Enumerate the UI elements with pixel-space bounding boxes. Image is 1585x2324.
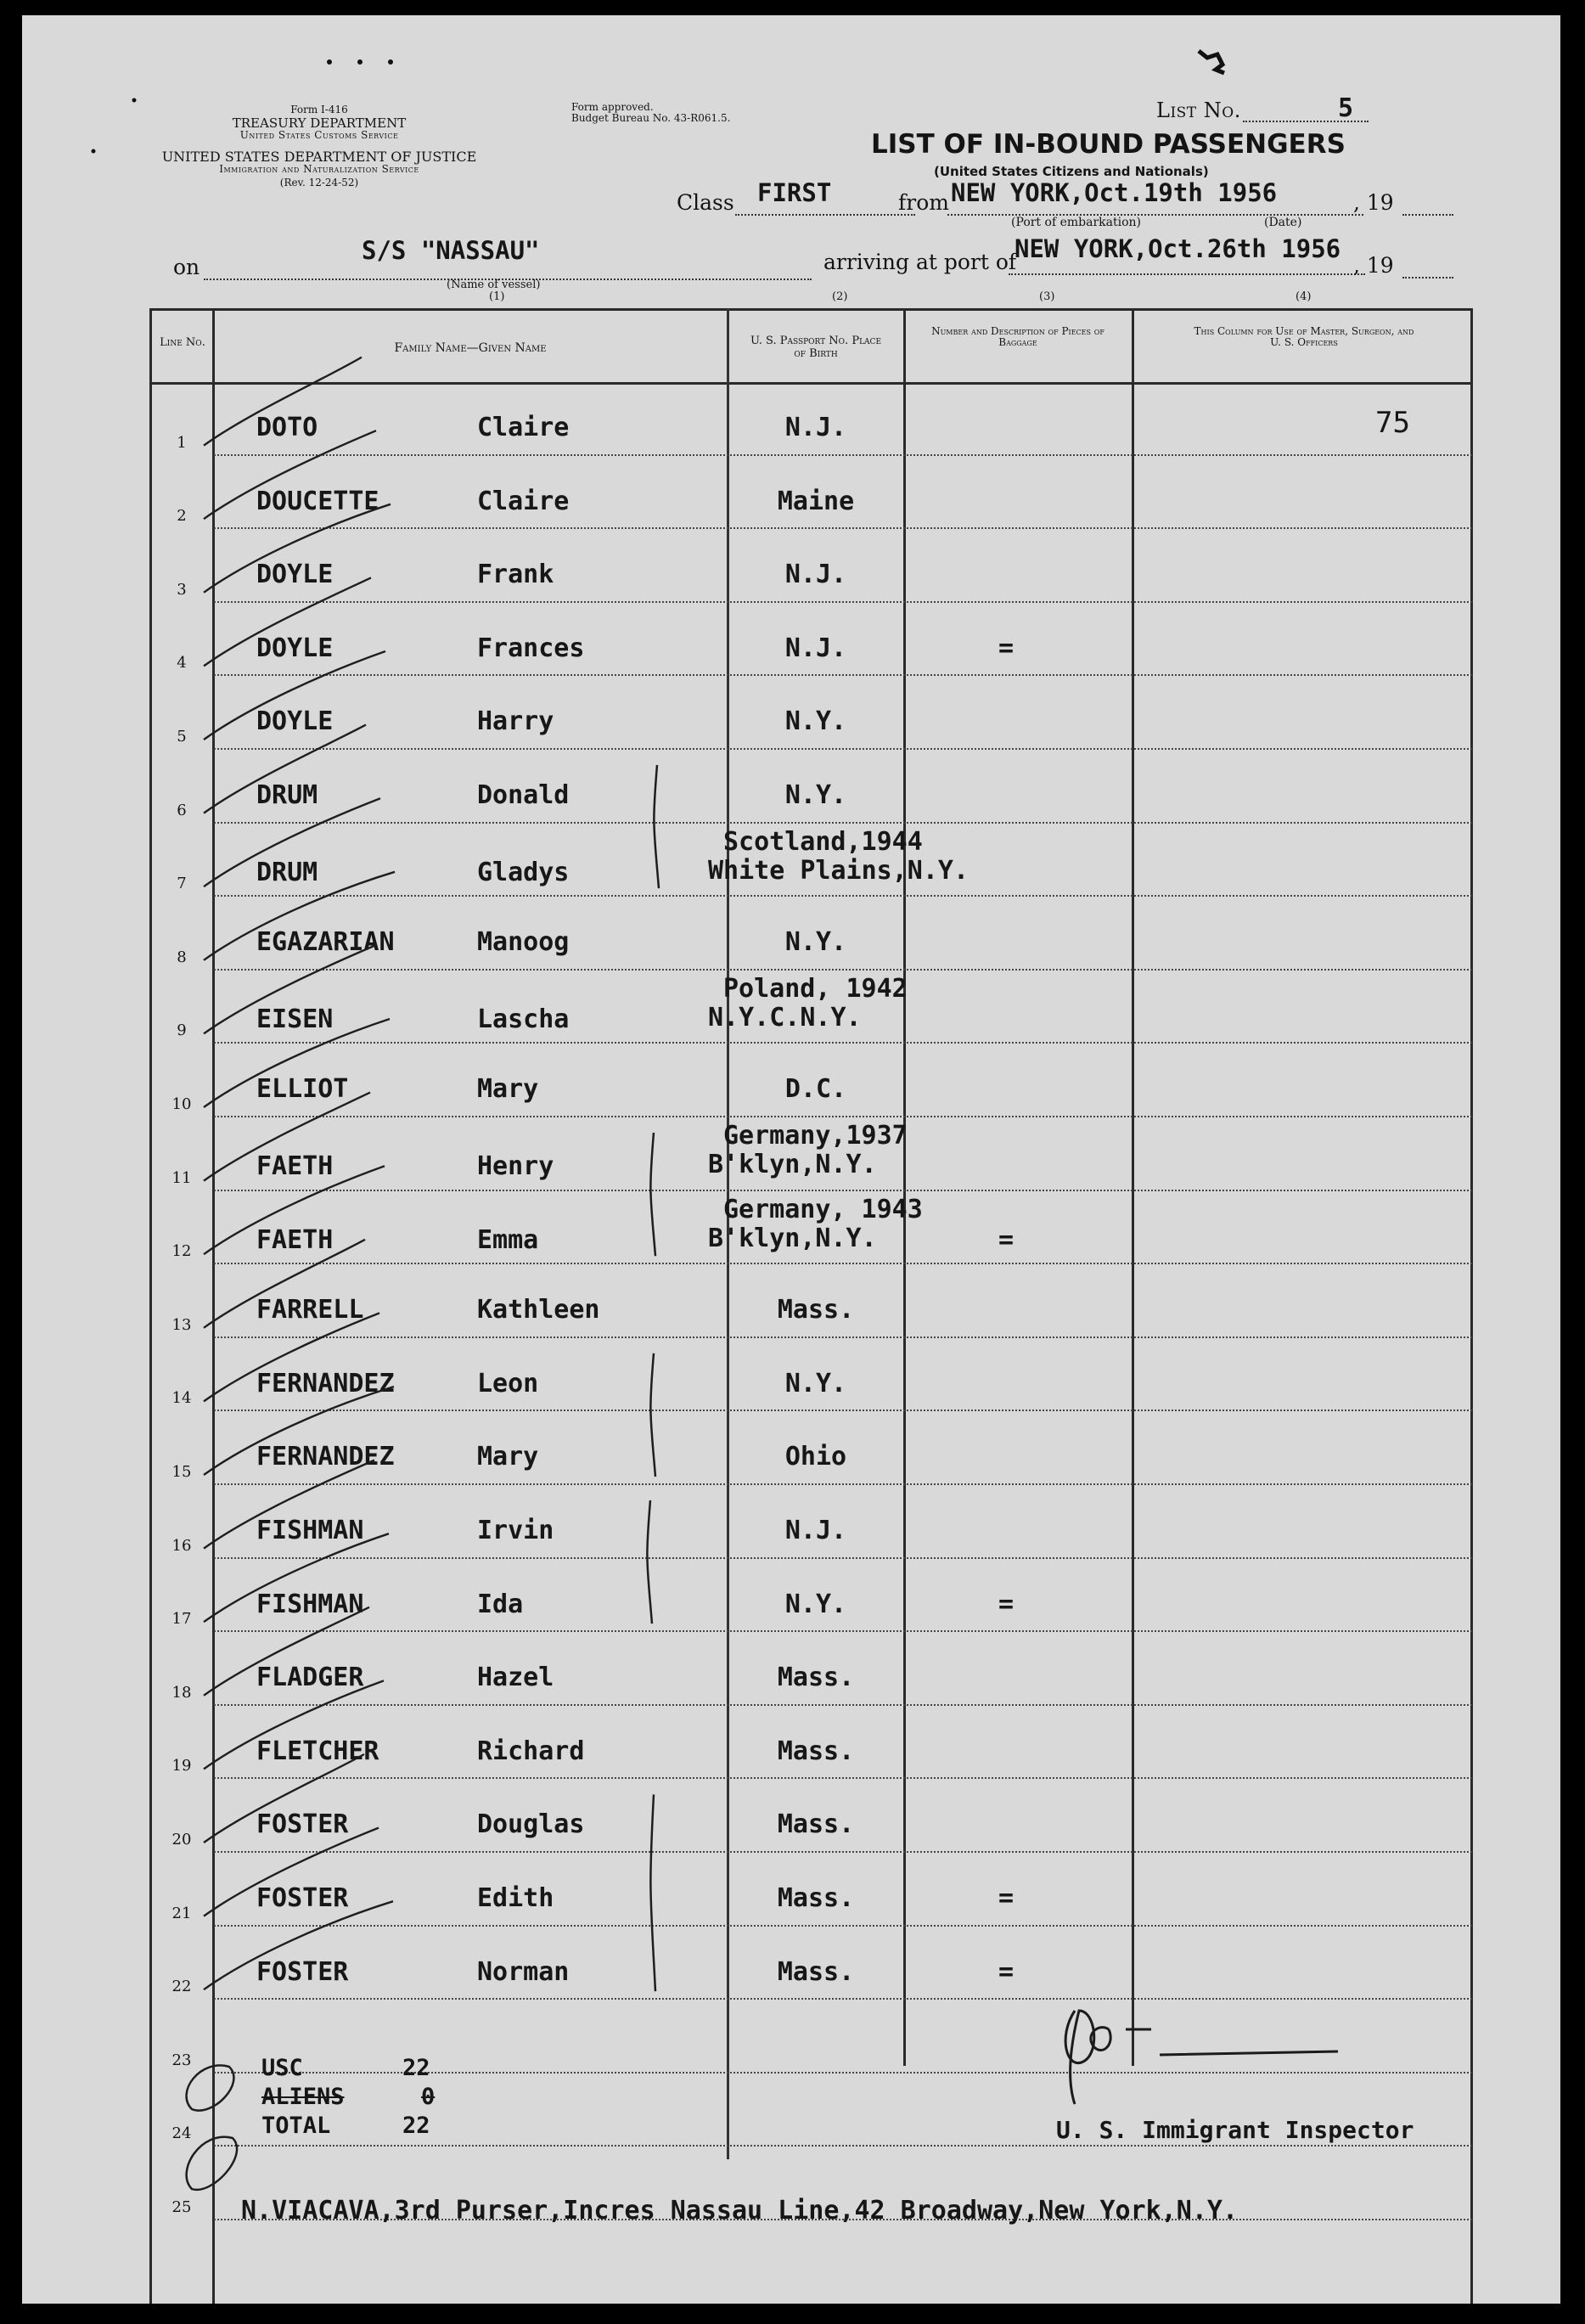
baggage-ditto: = — [998, 1224, 1015, 1255]
baggage-ditto: = — [998, 1883, 1015, 1913]
list-no-value: 5 — [1338, 93, 1354, 123]
list-no-label: List No. — [1156, 98, 1241, 122]
manifest-page — [22, 15, 1560, 2304]
place-of-birth: Maine — [777, 486, 855, 516]
header-officers: This Column for Use of Master, Surgeon, and U. S. Officers — [1194, 325, 1414, 348]
place-of-birth: D.C. — [784, 1074, 847, 1105]
family-name: FLADGER — [256, 1663, 364, 1693]
place-of-birth: N.J. — [784, 413, 847, 442]
inspector-title: U. S. Immigrant Inspector — [1056, 2116, 1414, 2144]
family-name: FOSTER — [256, 1883, 349, 1913]
place-of-birth: Mass. — [777, 1883, 855, 1913]
document-subtitle: (United States Citizens and Nationals) — [934, 164, 1209, 179]
line-number: 22 — [171, 1978, 192, 1996]
given-name: Donald — [477, 780, 570, 810]
vessel-col-number: (1) — [489, 290, 505, 303]
place-of-birth: Mass. — [777, 1663, 855, 1693]
baggage-ditto: = — [998, 1589, 1015, 1619]
vessel-name: S/S "NASSAU" — [362, 236, 540, 265]
customs-service: United States Customs Service — [239, 129, 399, 141]
line-number: 14 — [171, 1389, 192, 1408]
header-line-no: Line No. — [160, 336, 205, 349]
place-of-birth: N.Y. — [784, 780, 847, 810]
place-of-birth: N.Y. — [784, 1368, 847, 1398]
place-of-birth-detail: White Plains,N.Y. — [708, 855, 970, 886]
line-number: 11 — [171, 1168, 192, 1187]
year-suffix-2: , 19 — [1353, 253, 1394, 278]
line-number: 8 — [177, 948, 187, 966]
place-of-birth: Mass. — [777, 1295, 855, 1325]
place-of-birth-detail: N.Y.C.N.Y. — [708, 1002, 862, 1033]
baggage-ditto: = — [998, 633, 1015, 663]
place-of-birth: N.Y. — [784, 706, 847, 737]
place-of-birth: Mass. — [777, 1809, 855, 1840]
purser-line: N.VIACAVA,3rd Purser,Incres Nassau Line,42 Broadway,New York,N.Y. — [241, 2196, 1238, 2226]
place-of-birth: N.Y. — [784, 927, 847, 958]
line-number: 9 — [177, 1021, 187, 1040]
total-label: TOTAL — [261, 2113, 331, 2139]
officer-note: 75 — [1375, 406, 1410, 440]
given-name: Mary — [477, 1442, 539, 1472]
family-name: DOYLE — [256, 706, 334, 737]
col-number-4: (4) — [1296, 290, 1312, 303]
family-name: DOUCETTE — [256, 486, 379, 516]
port-caption: (Port of embarkation) — [1011, 216, 1141, 229]
given-name: Irvin — [477, 1516, 554, 1545]
place-of-birth: N.J. — [784, 1516, 847, 1545]
line-number: 16 — [171, 1536, 192, 1555]
given-name: Henry — [477, 1151, 554, 1181]
class-label: Class — [677, 190, 734, 215]
given-name: Claire — [477, 413, 570, 442]
arrival-value: NEW YORK,Oct.26th 1956 — [1015, 234, 1341, 263]
family-name: DRUM — [256, 857, 318, 887]
family-name: ELLIOT — [256, 1074, 349, 1105]
header-name: Family Name—Given Name — [394, 341, 547, 355]
line-number: 20 — [171, 1831, 192, 1849]
given-name: Mary — [477, 1074, 539, 1105]
given-name: Emma — [477, 1224, 539, 1255]
place-of-birth: Ohio — [784, 1442, 847, 1472]
inspector-signature-mark — [22, 15, 1560, 2304]
family-name: DOTO — [256, 413, 318, 442]
family-name: FLETCHER — [256, 1736, 379, 1766]
form-approved: Form approved. — [571, 101, 654, 113]
col-number-3: (3) — [1039, 290, 1055, 303]
given-name: Harry — [477, 706, 554, 737]
family-name: FERNANDEZ — [256, 1368, 395, 1398]
treasury-dept: TREASURY DEPARTMENT — [232, 115, 407, 131]
form-number: Form I-416 — [290, 104, 348, 115]
given-name: Frank — [477, 560, 554, 590]
document-title: LIST OF IN-BOUND PASSENGERS — [871, 129, 1346, 160]
given-name: Douglas — [477, 1809, 585, 1840]
given-name: Kathleen — [477, 1295, 600, 1325]
family-name: FISHMAN — [256, 1516, 364, 1545]
line-number: 1 — [177, 433, 187, 452]
aliens-value: 0 — [421, 2084, 436, 2110]
embarkation-value: NEW YORK,Oct.19th 1956 — [951, 178, 1278, 207]
given-name: Claire — [477, 486, 570, 516]
given-name: Frances — [477, 633, 585, 663]
line-number: 2 — [177, 507, 187, 526]
line-number: 3 — [177, 580, 187, 599]
line-number: 13 — [171, 1315, 192, 1334]
header-baggage: Number and Description of Pieces of Baggage — [931, 325, 1104, 348]
aliens-label: ALIENS — [261, 2084, 345, 2110]
header-passport: U. S. Passport No. Place of Birth — [750, 335, 882, 360]
given-name: Edith — [477, 1883, 554, 1913]
line-number: 17 — [171, 1610, 192, 1629]
given-name: Norman — [477, 1956, 570, 1987]
place-of-birth-detail: B'klyn,N.Y. — [708, 1223, 877, 1253]
baggage-ditto: = — [998, 1956, 1015, 1987]
date-caption: (Date) — [1264, 216, 1302, 229]
given-name: Manoog — [477, 927, 570, 958]
year-suffix-1: , 19 — [1353, 190, 1394, 215]
line-number: 18 — [171, 1683, 192, 1702]
line-number: 4 — [177, 654, 187, 672]
family-name: FERNANDEZ — [256, 1442, 395, 1472]
family-name: FARRELL — [256, 1295, 364, 1325]
place-of-birth: Scotland,1944 — [723, 826, 923, 857]
place-of-birth: Germany, 1943 — [723, 1194, 923, 1224]
revision-date: (Rev. 12-24-52) — [279, 177, 359, 189]
place-of-birth: N.Y. — [784, 1589, 847, 1619]
place-of-birth: Germany,1937 — [723, 1121, 908, 1151]
place-of-birth: Mass. — [777, 1736, 855, 1766]
justice-dept: UNITED STATES DEPARTMENT OF JUSTICE — [161, 149, 477, 165]
given-name: Leon — [477, 1368, 539, 1398]
line-number: 15 — [171, 1463, 192, 1481]
line-number: 12 — [171, 1242, 192, 1261]
line-number: 25 — [171, 2198, 192, 2216]
total-value: 22 — [402, 2113, 430, 2139]
family-name: EGAZARIAN — [256, 927, 395, 958]
given-name: Hazel — [477, 1663, 554, 1693]
place-of-birth: N.J. — [784, 633, 847, 663]
col-number-2: (2) — [832, 290, 848, 303]
family-name: FOSTER — [256, 1956, 349, 1987]
family-name: FAETH — [256, 1151, 334, 1181]
arriving-label: arriving at port of — [823, 250, 1017, 274]
ins-service: Immigration and Naturalization Service — [219, 163, 419, 175]
vessel-caption: (Name of vessel) — [447, 279, 541, 291]
line-number: 23 — [171, 2051, 192, 2069]
on-label: on — [173, 255, 200, 279]
family-name: DOYLE — [256, 633, 334, 663]
line-number: 21 — [171, 1904, 192, 1922]
family-name: DRUM — [256, 780, 318, 810]
given-name: Gladys — [477, 857, 570, 887]
line-number: 10 — [171, 1095, 192, 1113]
line-number: 19 — [171, 1757, 192, 1775]
place-of-birth: Mass. — [777, 1956, 855, 1987]
family-name: FAETH — [256, 1224, 334, 1255]
from-label: from — [898, 190, 949, 215]
family-name: DOYLE — [256, 560, 334, 590]
class-value: FIRST — [757, 178, 832, 207]
line-number: 5 — [177, 728, 187, 746]
usc-value: 22 — [402, 2055, 430, 2081]
place-of-birth: N.J. — [784, 560, 847, 590]
family-name: FISHMAN — [256, 1589, 364, 1619]
given-name: Lascha — [477, 1004, 570, 1034]
given-name: Richard — [477, 1736, 585, 1766]
line-number: 24 — [171, 2124, 192, 2143]
given-name: Ida — [477, 1589, 524, 1619]
family-name: EISEN — [256, 1004, 334, 1034]
family-name: FOSTER — [256, 1809, 349, 1840]
place-of-birth-detail: B'klyn,N.Y. — [708, 1150, 877, 1179]
line-number: 6 — [177, 801, 187, 819]
line-number: 7 — [177, 875, 187, 893]
usc-label: USC — [261, 2055, 303, 2081]
budget-bureau: Budget Bureau No. 43-R061.5. — [571, 112, 731, 124]
place-of-birth: Poland, 1942 — [723, 973, 908, 1004]
